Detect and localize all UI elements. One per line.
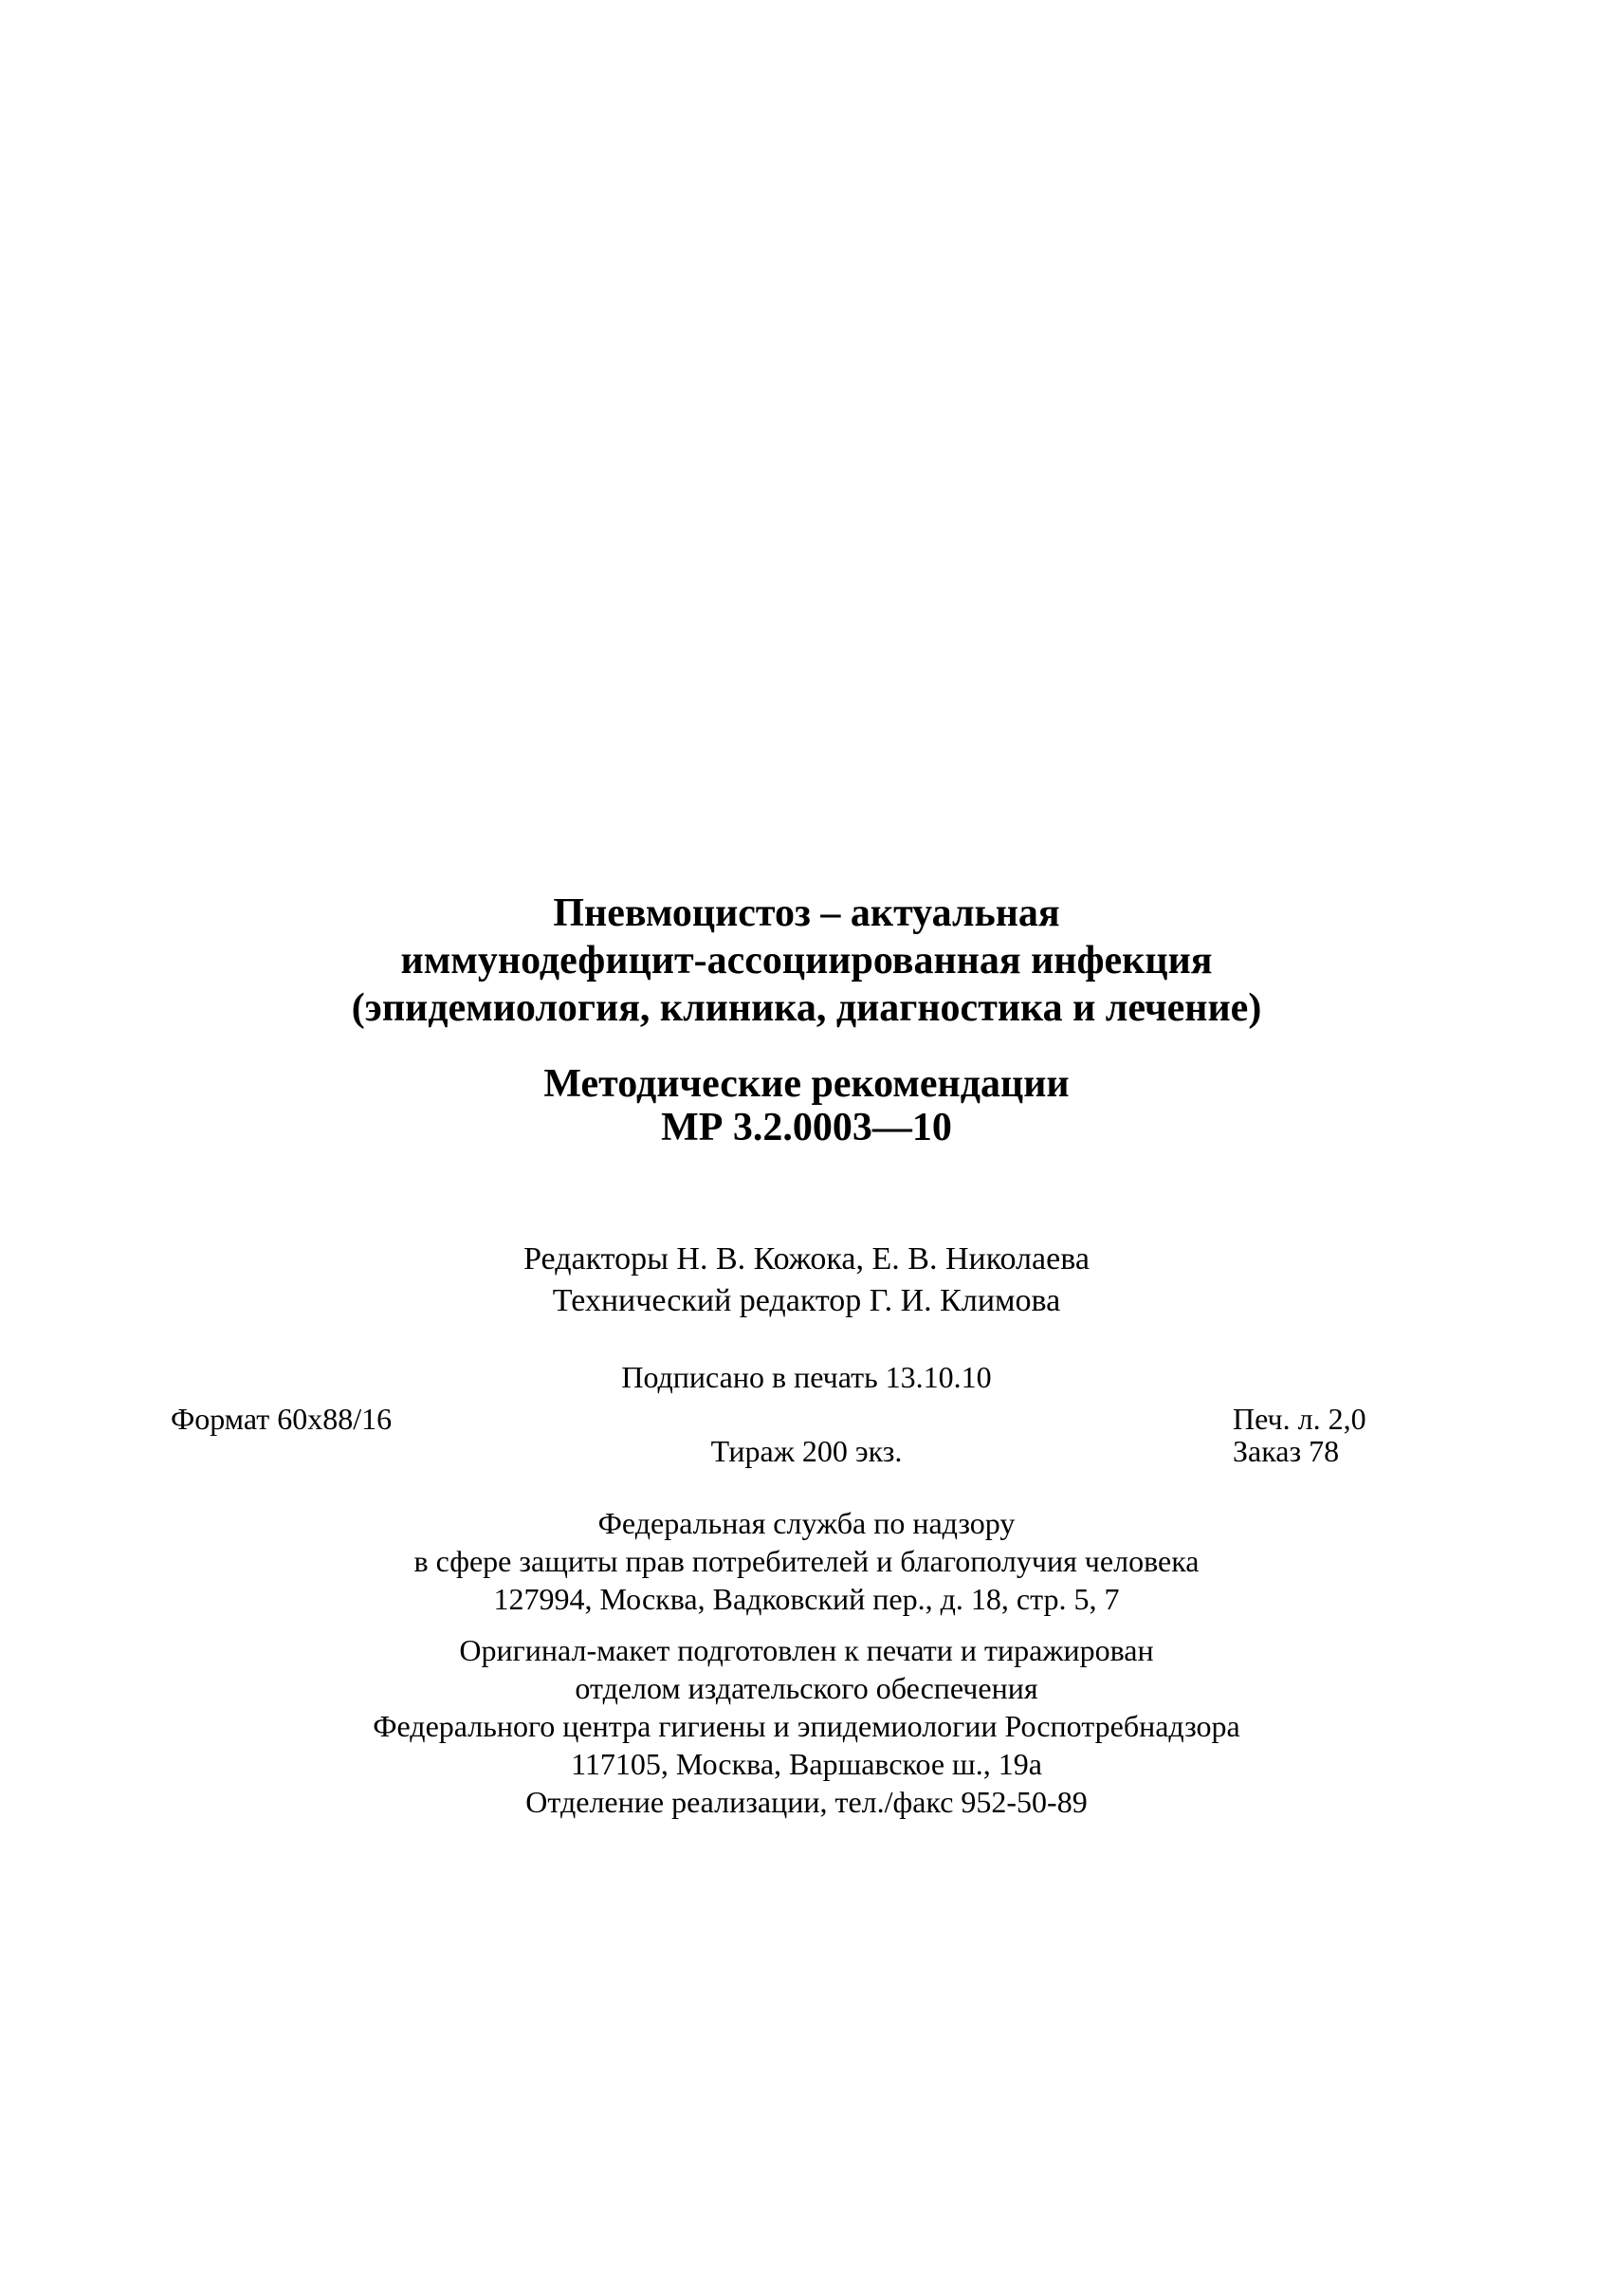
title-line: Пневмоцистоз – актуальная bbox=[553, 891, 1060, 935]
print-sheets: Печ. л. 2,0 bbox=[1233, 1402, 1366, 1436]
printer-address: 117105, Москва, Варшавское ш., 19а bbox=[571, 1747, 1042, 1781]
subtitle-line: МР 3.2.0003—10 bbox=[661, 1106, 952, 1149]
publisher-address: 127994, Москва, Вадковский пер., д. 18, стр. 5, 7 bbox=[493, 1582, 1120, 1616]
document-title bbox=[0, 890, 1613, 1032]
editors-block bbox=[0, 1239, 1613, 1322]
order-number: Заказ 78 bbox=[1233, 1434, 1340, 1468]
document-subtitle bbox=[0, 1062, 1613, 1149]
signed-to-print: Подписано в печать 13.10.10 bbox=[621, 1360, 992, 1394]
publisher-block bbox=[0, 1504, 1613, 1618]
printer-line: Оригинал-макет подготовлен к печати и тиражирован bbox=[459, 1633, 1154, 1667]
title-line: иммунодефицит-ассоциированная инфекция bbox=[400, 939, 1213, 983]
printer-line: Федерального центра гигиены и эпидемиологии Роспотребнадзора bbox=[373, 1709, 1240, 1743]
title-line: (эпидемиология, клиника, диагностика и лечение) bbox=[351, 986, 1262, 1030]
editors-line: Редакторы Н. В. Кожока, Е. В. Николаева bbox=[523, 1241, 1090, 1277]
printer-line: отделом издательского обеспечения bbox=[575, 1671, 1038, 1705]
subtitle-line: Методические рекомендации bbox=[543, 1062, 1070, 1106]
publisher-line: в сфере защиты прав потребителей и благополучия человека bbox=[413, 1544, 1200, 1578]
publisher-line: Федеральная служба по надзору bbox=[597, 1506, 1016, 1540]
printer-block bbox=[0, 1631, 1613, 1821]
technical-editor-line: Технический редактор Г. И. Климова bbox=[552, 1283, 1061, 1318]
circulation: Тираж 200 экз. bbox=[710, 1434, 903, 1468]
sales-contact: Отделение реализации, тел./факс 952-50-89 bbox=[525, 1785, 1088, 1819]
paper-format: Формат 60x88/16 bbox=[171, 1402, 393, 1436]
